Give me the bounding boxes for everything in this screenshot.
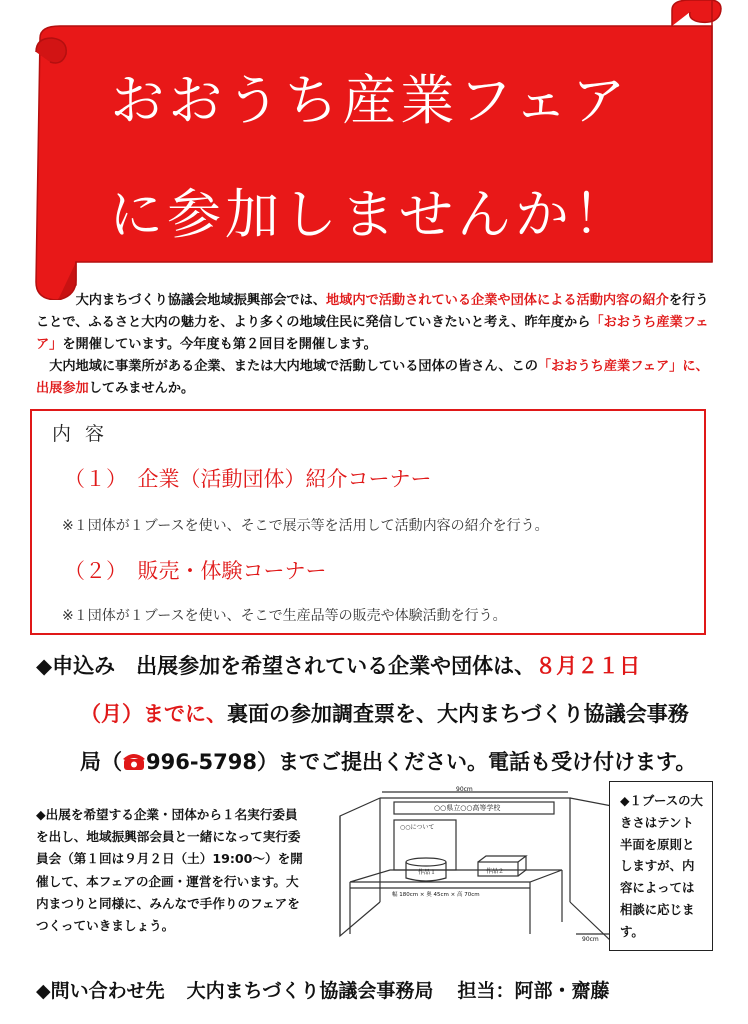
apply-bureau-close: ）までご提出ください。電話も受け付けます。 [257,750,697,774]
intro-text-1c: を行うことで、ふるさと大内の魅力を、より多くの地域住民に発信していきたいと考え、昨年度から [36,293,709,330]
contact-line [36,976,726,1003]
intro-text-1a: 大内まちづくり協議会地域振興部会では、 [75,293,326,308]
content-note-1: ※１団体が１ブースを使い、そこで展示等を活用して活動内容の紹介を行う。 [62,518,549,534]
intro-highlight-1: 地域内で活動されている企業や団体による活動内容の紹介 [326,293,669,308]
apply-line-3 [80,746,748,776]
phone-number: 996-5798 [146,750,257,774]
contact-label: ◆問い合わせ先 [36,980,165,1002]
booth-item-1: 作品１ [418,869,437,876]
content-box [30,409,706,635]
booth-sign: ○○県立○○高等学校 [434,804,501,812]
booth-board-label: ○○について [400,824,435,831]
intro-highlight-2: 「おおうち産業フェア」 [36,315,709,352]
booth-width-right: 90cm [582,936,599,943]
booth-diagram [330,784,620,944]
booth-size-note: ◆１ブースの大きさはテント半面を原則としますが、内容によっては相談に応じます。 [609,781,713,951]
apply-deadline-day: （月）までに、 [80,702,227,726]
intro-highlight-3: 「おおうち産業フェア」に、出展参加 [36,359,709,396]
contact-office: 大内まちづくり協議会事務局 [186,980,434,1002]
apply-instruction: 裏面の参加調査票を、大内まちづくり協議会事務 [227,702,689,726]
intro-paragraph-1 [36,290,716,356]
content-item-1: （１） 企業（活動団体）紹介コーナー [64,467,432,491]
booth-item-2: 作品２ [486,868,505,875]
banner-title-line1: おおうち産業フェア [110,69,630,132]
intro-text [36,290,716,400]
intro-text-1e: を開催しています。今年度も第２回目を開催します。 [62,337,377,352]
intro-text-2c: してみませんか。 [88,381,195,396]
apply-line-1 [36,650,726,680]
content-item-2: （２） 販売・体験コーナー [64,559,327,583]
telephone-icon [122,751,146,771]
content-heading: 内容 [52,423,119,445]
banner-title-line2: に参加しませんか！ [109,183,631,246]
intro-paragraph-2 [36,356,716,400]
apply-label: ◆申込み 出展参加を希望されている企業や団体は、 [36,654,536,678]
booth-table-dimensions: 幅 180cm × 奥 45cm × 高 70cm [392,892,480,898]
contact-person: 担当：阿部・齋藤 [457,980,610,1002]
committee-note: ◆出展を希望する企業・団体から１名実行委員を出し、地域振興部会員と一緒になって実行委員会（第１回は９月２日（土）19:00～）を開催して、本フェアの企画・運営を行います。大内まつりと同様に、みんなで手作りのフェアをつくっていきましょう。 [36,807,303,934]
intro-text-2a: 大内地域に事業所がある企業、または大内地域で活動している団体の皆さん、この [49,359,538,374]
scroll-banner-shape [0,0,748,300]
booth-width-top: 90cm [456,786,473,793]
title-banner [0,0,748,300]
apply-bureau-open: 局（ [80,750,122,774]
apply-deadline-date: ８月２１日 [535,654,641,678]
content-note-2: ※１団体が１ブースを使い、そこで生産品等の販売や体験活動を行う。 [62,608,507,624]
apply-line-2 [80,698,748,728]
